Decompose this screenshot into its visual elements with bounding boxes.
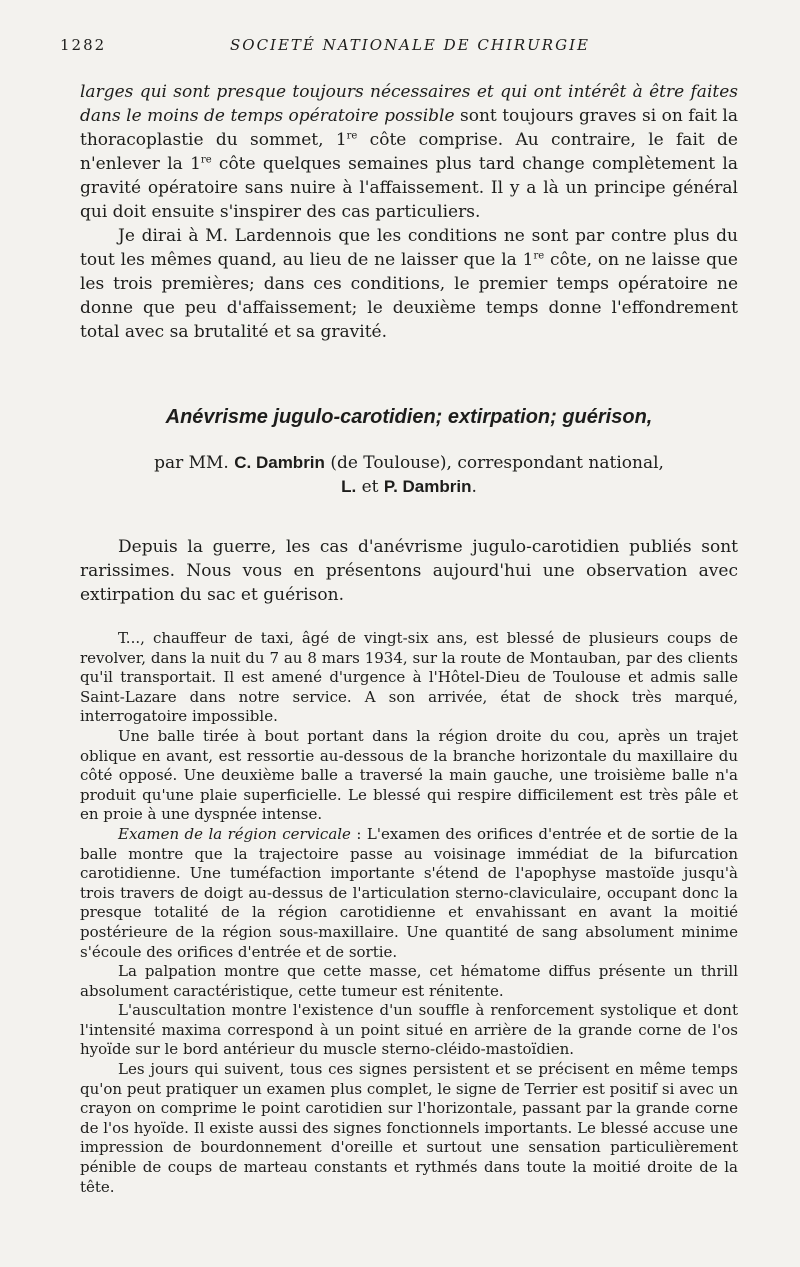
author-affiliation: (de Toulouse), correspondant national, bbox=[324, 453, 664, 473]
superscript: re bbox=[533, 250, 545, 262]
text: côte, on ne laisse que les trois premières; dans ces conditions, le premier temps opératoire ne donne que peu d'affaissement; le deuxième temps donne l'effondrement total avec sa brutalité et sa gravité. bbox=[80, 250, 738, 342]
case-paragraph-3 bbox=[80, 825, 738, 962]
superscript: re bbox=[200, 154, 212, 166]
text: côte comprise. Au contraire, le fait de n'enlever la 1 bbox=[80, 130, 738, 174]
previous-paragraph-1 bbox=[80, 80, 738, 224]
authors-line-1 bbox=[80, 451, 738, 475]
text: . bbox=[471, 477, 477, 497]
case-paragraph-4: La palpation montre que cette masse, cet hématome diffus présente un thrill absolument caractéristique, cette tumeur est rénitente. bbox=[80, 962, 738, 1000]
author-name: P. Dambrin bbox=[383, 477, 472, 496]
journal-title: SOCIETÉ NATIONALE DE CHIRURGIE bbox=[230, 36, 590, 54]
case-paragraph-6: Les jours qui suivent, tous ces signes persistent et se précisent en même temps qu'on peut pratiquer un examen plus complet, le signe de Terrier est positif si avec un crayon on comprime le point carotidien sur l'horizontale, passant par la grande corne de l'os hyoïde. Il existe aussi des signes fonctionnels importants. Le blessé accuse une impression de bourdonnement d'oreille et surtout une sensation particulièrement pénible de coups de marteau constants et rythmés dans toute la moitié droite de la tête. bbox=[80, 1060, 738, 1196]
page bbox=[60, 30, 739, 1197]
conjunction: et bbox=[356, 477, 384, 497]
case-paragraph-2: Une balle tirée à bout portant dans la région droite du cou, après un trajet oblique en avant, est ressortie au-dessous de la branche horizontale du maxillaire du côté opposé. Une deuxième balle a traversé la main gauche, une troisième balle n'a produit qu'une plaie superficielle. Le blessé qui respire difficilement est très pâle et en proie à une dyspnée intense. bbox=[80, 726, 738, 824]
intro-paragraph: Depuis la guerre, les cas d'anévrisme jugulo-carotidien publiés sont rarissimes. Nous vous en présentons aujourd'hui une observation avec extirpation du sac et guérison. bbox=[80, 537, 738, 605]
italic-text: larges qui sont presque toujours nécessaires et qui ont intérêt à être faites dans le moins de temps opératoire possible bbox=[80, 82, 738, 126]
author-prefix: par MM. bbox=[154, 453, 235, 473]
authors-line-2 bbox=[80, 475, 738, 499]
text: : L'examen des orifices d'entrée et de sortie de la balle montre que la trajectoire passe au voisinage immédiat de la bifurcation carotidienne. Une tuméfaction importante s'étend de l'apophyse mastoïde jusqu'à trois travers de doigt au-dessus de l'articulation sterno-claviculaire, occupant donc la presque totalité de la région carotidienne et envahissant en avant la moitié postérieure de la région sous-maxillaire. Une quantité de sang absolument minime s'écoule des orifices d'entrée et de sortie. bbox=[80, 824, 739, 961]
case-paragraph-5: L'auscultation montre l'existence d'un souffle à renforcement systolique et dont l'intensité maxima correspond à un point situé en arrière de la grande corne de l'os hyoïde sur le bord antérieur du muscle sterno-cléido-mastoïdien. bbox=[80, 1001, 738, 1059]
case-paragraph-1: T..., chauffeur de taxi, âgé de vingt-six ans, est blessé de plusieurs coups de revolver, dans la nuit du 7 au 8 mars 1934, sur la route de Montauban, par des clients qu'il transportait. Il est amené d'urgence à l'Hôtel-Dieu de Toulouse et admis salle Saint-Lazare dans notre service. A son arrivée, état de shock très marqué, interrogatoire impossible. bbox=[80, 629, 738, 726]
text: Je dirai à M. Lardennois que les conditions ne sont par contre plus du tout les mêmes quand, au lieu de ne laisser que la 1 bbox=[80, 226, 738, 270]
article-title: Anévrisme jugulo-carotidien; extirpation; guérison, bbox=[165, 406, 653, 428]
previous-paragraph-2 bbox=[80, 224, 738, 344]
text: côte quelques semaines plus tard change complètement la gravité opératoire sans nuire à l'affaissement. Il y a là un principe général qui doit ensuite s'inspirer des cas particuliers. bbox=[80, 154, 738, 222]
italic-label: Examen de la région cervicale bbox=[118, 824, 351, 843]
author-name: L. bbox=[341, 477, 357, 496]
case-report bbox=[80, 629, 738, 1197]
running-head bbox=[60, 30, 738, 56]
page-number: 1282 bbox=[60, 36, 107, 54]
superscript: re bbox=[346, 130, 358, 142]
text: sont toujours graves si on fait la thoracoplastie du sommet, 1 bbox=[80, 106, 738, 150]
author-name: C. Dambrin bbox=[234, 453, 325, 472]
